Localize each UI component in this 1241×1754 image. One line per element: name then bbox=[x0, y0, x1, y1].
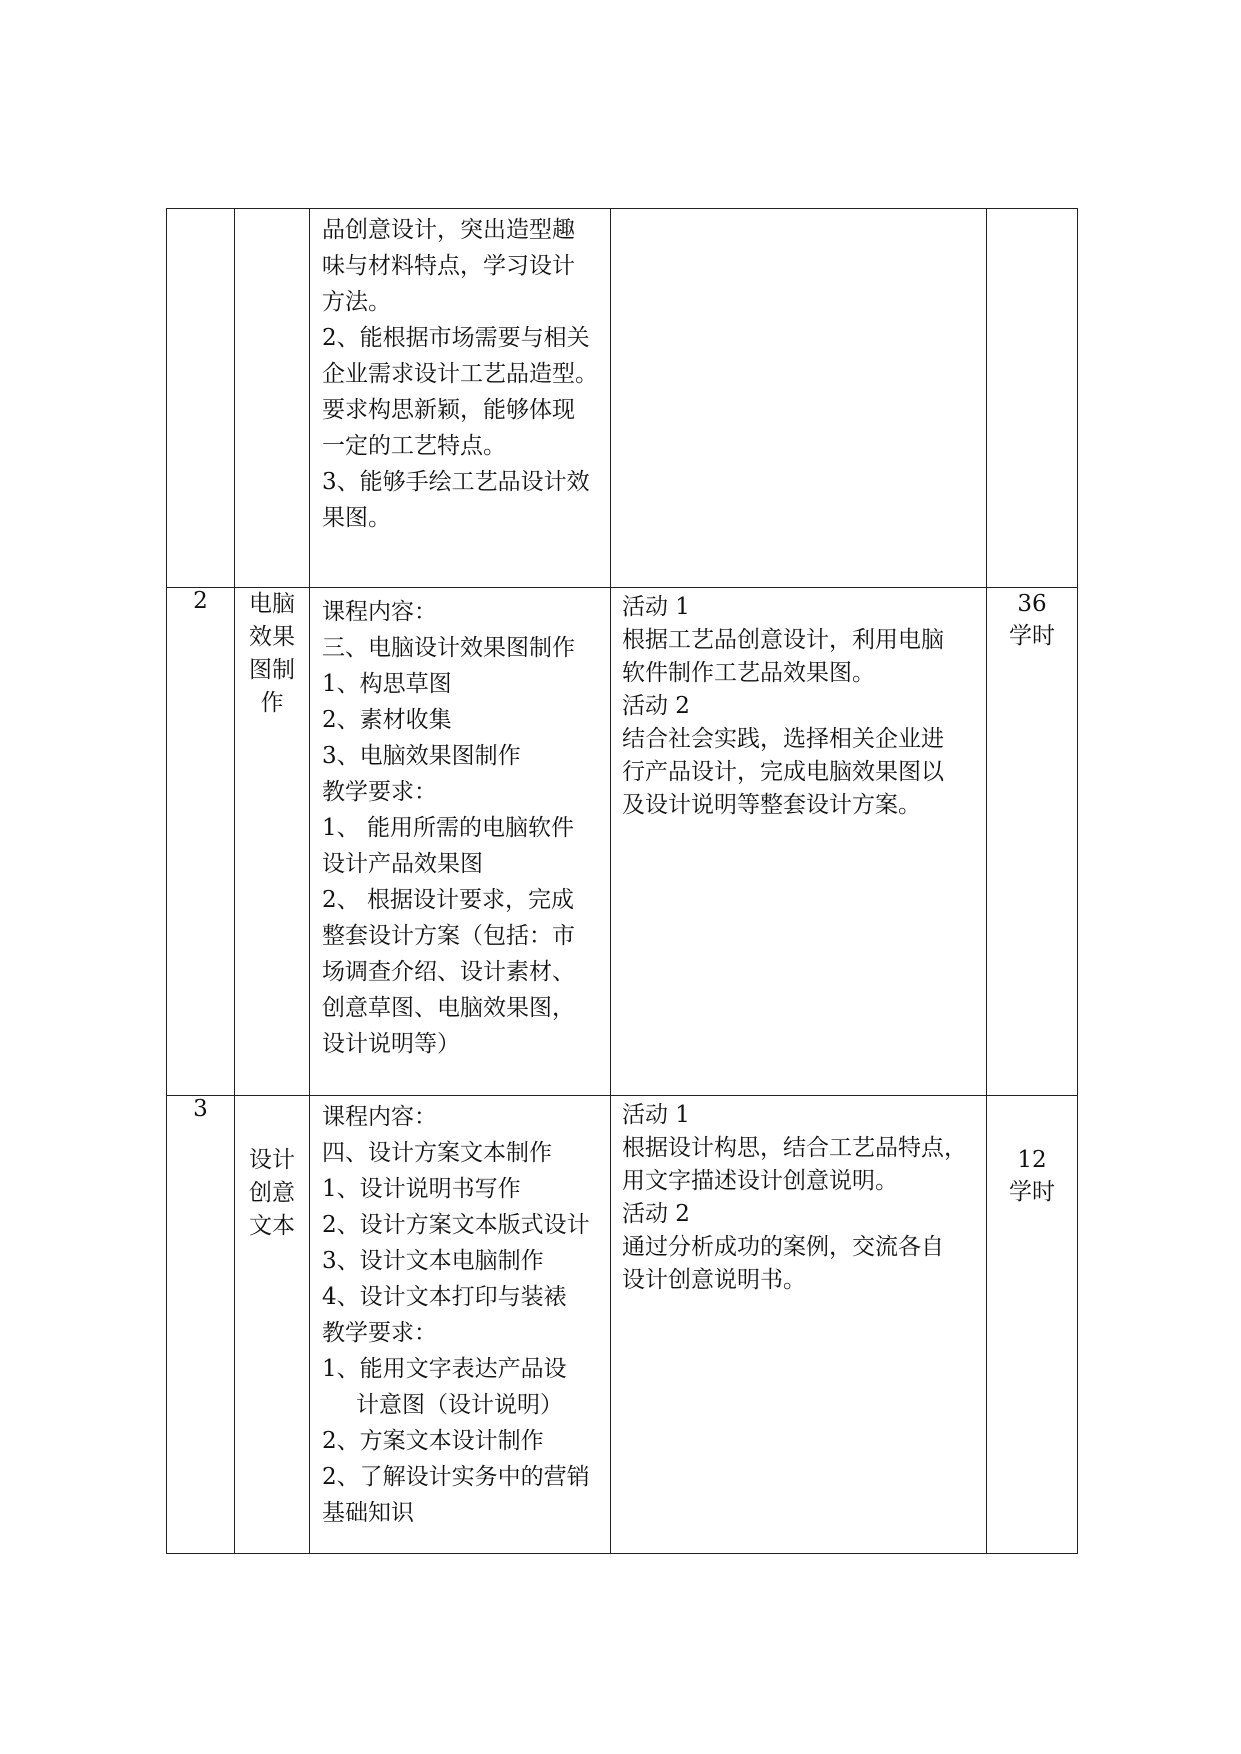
content-line: 2、了解设计实务中的营销 bbox=[322, 1464, 590, 1490]
content-line: 设计说明等） bbox=[322, 1031, 460, 1057]
content-line: 2、 根据设计要求，完成 bbox=[322, 887, 574, 913]
activity-line: 活动 1 bbox=[622, 594, 690, 620]
activity-line: 活动 1 bbox=[622, 1102, 690, 1128]
content-line: 教学要求： bbox=[322, 779, 437, 805]
content-line: 计意图（设计说明） bbox=[356, 1392, 563, 1418]
hours: 36 学时 bbox=[987, 588, 1078, 1096]
content-line: 味与材料特点，学习设计 bbox=[322, 253, 575, 279]
content-line: 整套设计方案（包括：市 bbox=[322, 923, 575, 949]
activity-line: 活动 2 bbox=[622, 1201, 690, 1227]
unit-name: 电脑 效果 图制 作 bbox=[235, 588, 310, 1096]
row-number: 2 bbox=[167, 588, 235, 1096]
content-line: 课程内容： bbox=[322, 1104, 437, 1130]
content-line: 四、设计方案文本制作 bbox=[322, 1140, 552, 1166]
content-line: 设计产品效果图 bbox=[322, 851, 483, 877]
content-line: 基础知识 bbox=[322, 1500, 414, 1526]
activities bbox=[611, 209, 987, 588]
course-content bbox=[310, 209, 611, 588]
content-line: 三、电脑设计效果图制作 bbox=[322, 635, 575, 661]
activity-line: 根据工艺品创意设计，利用电脑 bbox=[622, 627, 944, 653]
content-line: 一定的工艺特点。 bbox=[322, 433, 506, 459]
unit-name: 设计 创意 文本 bbox=[235, 1096, 310, 1554]
content-line: 1、能用文字表达产品设 bbox=[322, 1356, 567, 1382]
table-row bbox=[167, 209, 1078, 588]
course-content bbox=[310, 1096, 611, 1554]
content-line: 2、素材收集 bbox=[322, 707, 452, 733]
content-line: 2、设计方案文本版式设计 bbox=[322, 1212, 590, 1238]
row-number bbox=[167, 209, 235, 588]
activity-line: 及设计说明等整套设计方案。 bbox=[622, 792, 921, 818]
content-line: 场调查介绍、设计素材、 bbox=[322, 959, 575, 985]
content-line: 果图。 bbox=[322, 505, 391, 531]
activity-line: 活动 2 bbox=[622, 693, 690, 719]
content-line: 企业需求设计工艺品造型。 bbox=[322, 361, 598, 387]
content-line: 品创意设计，突出造型趣 bbox=[322, 217, 575, 243]
content-line: 2、能根据市场需要与相关 bbox=[322, 325, 590, 351]
content-line: 3、设计文本电脑制作 bbox=[322, 1248, 544, 1274]
content-line: 4、设计文本打印与装裱 bbox=[322, 1284, 567, 1310]
activity-line: 软件制作工艺品效果图。 bbox=[622, 660, 875, 686]
activity-line: 通过分析成功的案例，交流各自 bbox=[622, 1234, 944, 1260]
content-line: 创意草图、电脑效果图， bbox=[322, 995, 575, 1021]
content-line: 3、能够手绘工艺品设计效 bbox=[322, 469, 590, 495]
activity-line: 根据设计构思，结合工艺品特点， bbox=[622, 1135, 967, 1161]
course-table bbox=[166, 208, 1078, 1554]
activities bbox=[611, 588, 987, 1096]
activity-line: 结合社会实践，选择相关企业进 bbox=[622, 726, 944, 752]
content-line: 1、构思草图 bbox=[322, 671, 452, 697]
course-content bbox=[310, 588, 611, 1096]
row-number: 3 bbox=[167, 1096, 235, 1554]
hours: 12 学时 bbox=[987, 1096, 1078, 1554]
activity-line: 设计创意说明书。 bbox=[622, 1267, 806, 1293]
content-line: 教学要求： bbox=[322, 1320, 437, 1346]
content-line: 3、电脑效果图制作 bbox=[322, 743, 521, 769]
content-line: 要求构思新颖，能够体现 bbox=[322, 397, 575, 423]
content-line: 课程内容： bbox=[322, 599, 437, 625]
content-line: 1、 能用所需的电脑软件 bbox=[322, 815, 574, 841]
activity-line: 行产品设计，完成电脑效果图以 bbox=[622, 759, 944, 785]
content-line: 1、设计说明书写作 bbox=[322, 1176, 521, 1202]
table-row bbox=[167, 1096, 1078, 1554]
content-line: 方法。 bbox=[322, 289, 391, 315]
unit-name bbox=[235, 209, 310, 588]
activity-line: 用文字描述设计创意说明。 bbox=[622, 1168, 898, 1194]
activities bbox=[611, 1096, 987, 1554]
content-line: 2、方案文本设计制作 bbox=[322, 1428, 544, 1454]
table-row bbox=[167, 588, 1078, 1096]
hours bbox=[987, 209, 1078, 588]
